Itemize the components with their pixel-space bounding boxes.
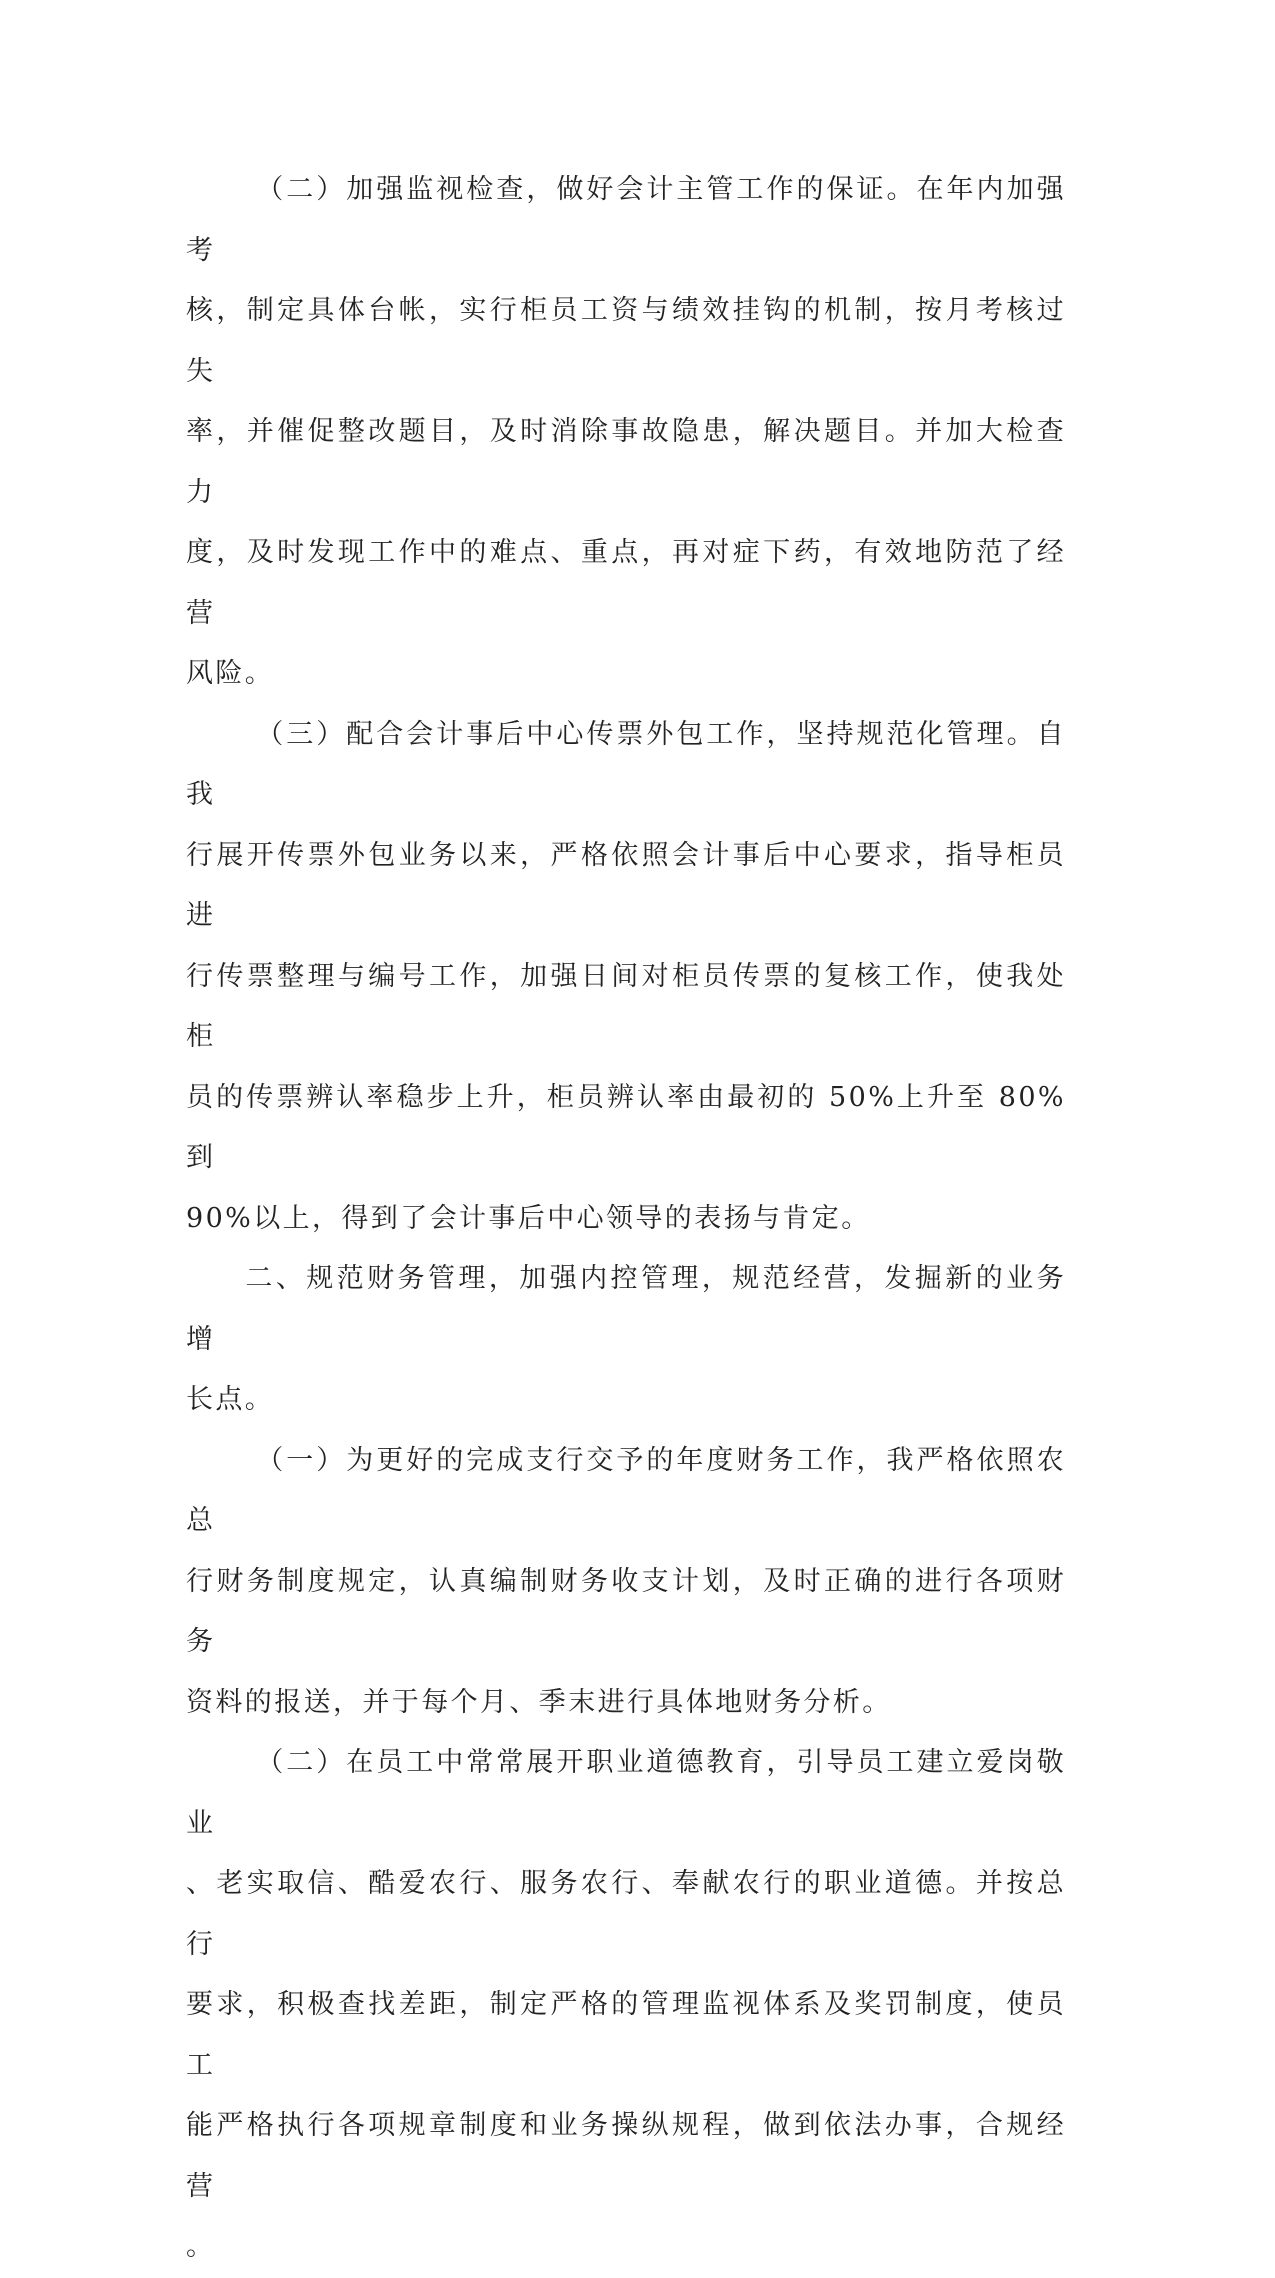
paragraph-professional-ethics: （二）在员工中常常展开职业道德教育，引导员工建立爱岗敬业 、老实取信、酷爱农行、服务农行、奉献农行的职业道德。并按总行 要求，积极查找差距，制定严格的管理监视体系及奖罚制度，使员工 能严格执行各项规章制度和业务操纵规程，做到依法办事，合规经营 。 [186, 1747, 1066, 2262]
document-body [186, 160, 1066, 2278]
paragraph-supervision-inspection: （二）加强监视检查，做好会计主管工作的保证。在年内加强考 核，制定具体台帐，实行柜员工资与绩效挂钩的机制，按月考核过失 率，并催促整改题目，及时消除事故隐患，解决题目。并加大检查力 度，及时发现工作中的难点、重点，再对症下药，有效地防范了经营 风险。 [186, 174, 1066, 689]
section-heading-finance-management: 二、规范财务管理，加强内控管理，规范经营，发掘新的业务增 长点。 [186, 1263, 1066, 1415]
paragraph-annual-finance-work: （一）为更好的完成支行交予的年度财务工作，我严格依照农总 行财务制度规定，认真编制财务收支计划，及时正确的进行各项财务 资料的报送，并于每个月、季末进行具体地财务分析。 [186, 1444, 1066, 1718]
paragraph-voucher-outsourcing: （三）配合会计事后中心传票外包工作，坚持规范化管理。自我 行展开传票外包业务以来，严格依照会计事后中心要求，指导柜员进 行传票整理与编号工作，加强日间对柜员传票的复核工作，使我处柜 员的传票辨认率稳步上升，柜员辨认率由最初的 50%上升至 80%到 90%以上，得到了会计事后中心领导的表扬与肯定。 [186, 718, 1066, 1234]
